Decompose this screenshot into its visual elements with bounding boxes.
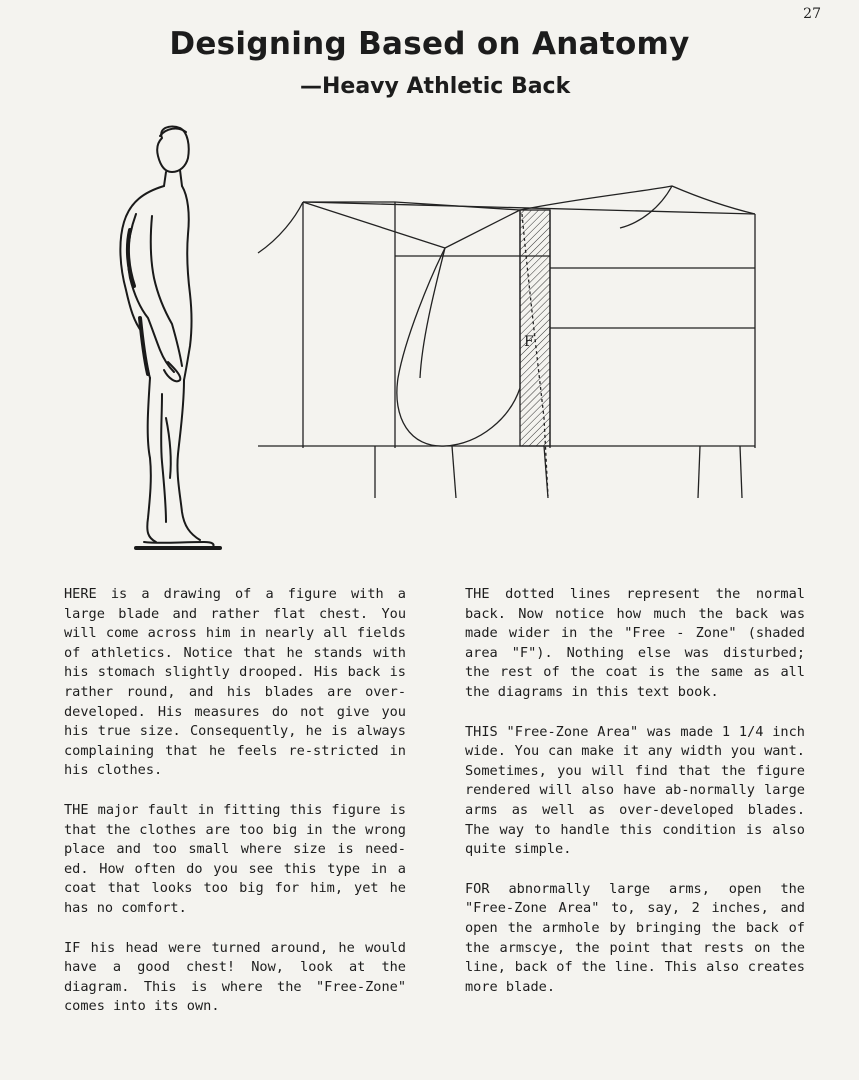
right-text-column	[465, 585, 805, 1017]
athletic-figure-drawing	[120, 126, 220, 548]
page-subtitle: —Heavy Athletic Back	[300, 74, 571, 99]
paragraph: FOR abnormally large arms, open the "Free-Zone Area" to, say, 2 inches, and open the armhole by bringing the back of the armscye, the point that rests on the line, back of the line. This also creates more blade.	[465, 880, 805, 995]
paragraph: THIS "Free-Zone Area" was made 1 1/4 inch wide. You can make it any width you want. Sometimes, you will find that the figure rendered will also have ab-normally large arms as well as over-developed blades. The way to handle this condition is also quite simple.	[465, 723, 805, 858]
paragraph: THE major fault in fitting this figure is that the clothes are too big in the wrong place and too small where size is need-ed. How often do you see this type in a coat that looks too big for him, yet he has no comfort.	[64, 801, 406, 916]
illustration-svg	[100, 118, 780, 558]
page-title: Designing Based on Anatomy	[169, 26, 690, 62]
paragraph: THE dotted lines represent the normal back. Now notice how much the back was made wider in the "Free - Zone" (shaded area "F"). Nothing else was disturbed; the rest of the coat is the same as all the diagrams in this text book.	[465, 586, 805, 700]
left-text-column	[64, 585, 406, 1037]
free-zone-label: F	[524, 334, 534, 350]
coat-pattern-diagram	[258, 186, 755, 498]
paragraph: IF his head were turned around, he would have a good chest! Now, look at the diagram. This is where the "Free-Zone" comes into its own.	[64, 939, 406, 1015]
page-number: 27	[803, 6, 821, 22]
illustration-area	[100, 118, 780, 558]
paragraph: HERE is a drawing of a figure with a large blade and rather flat chest. You will come across him in nearly all fields of athletics. Notice that he stands with his stomach slightly drooped. His back is rather round, and his blades are over-developed. His measures do not give you his true size. Consequently, he is always complaining that he feels re-stricted in his clothes.	[64, 586, 406, 779]
